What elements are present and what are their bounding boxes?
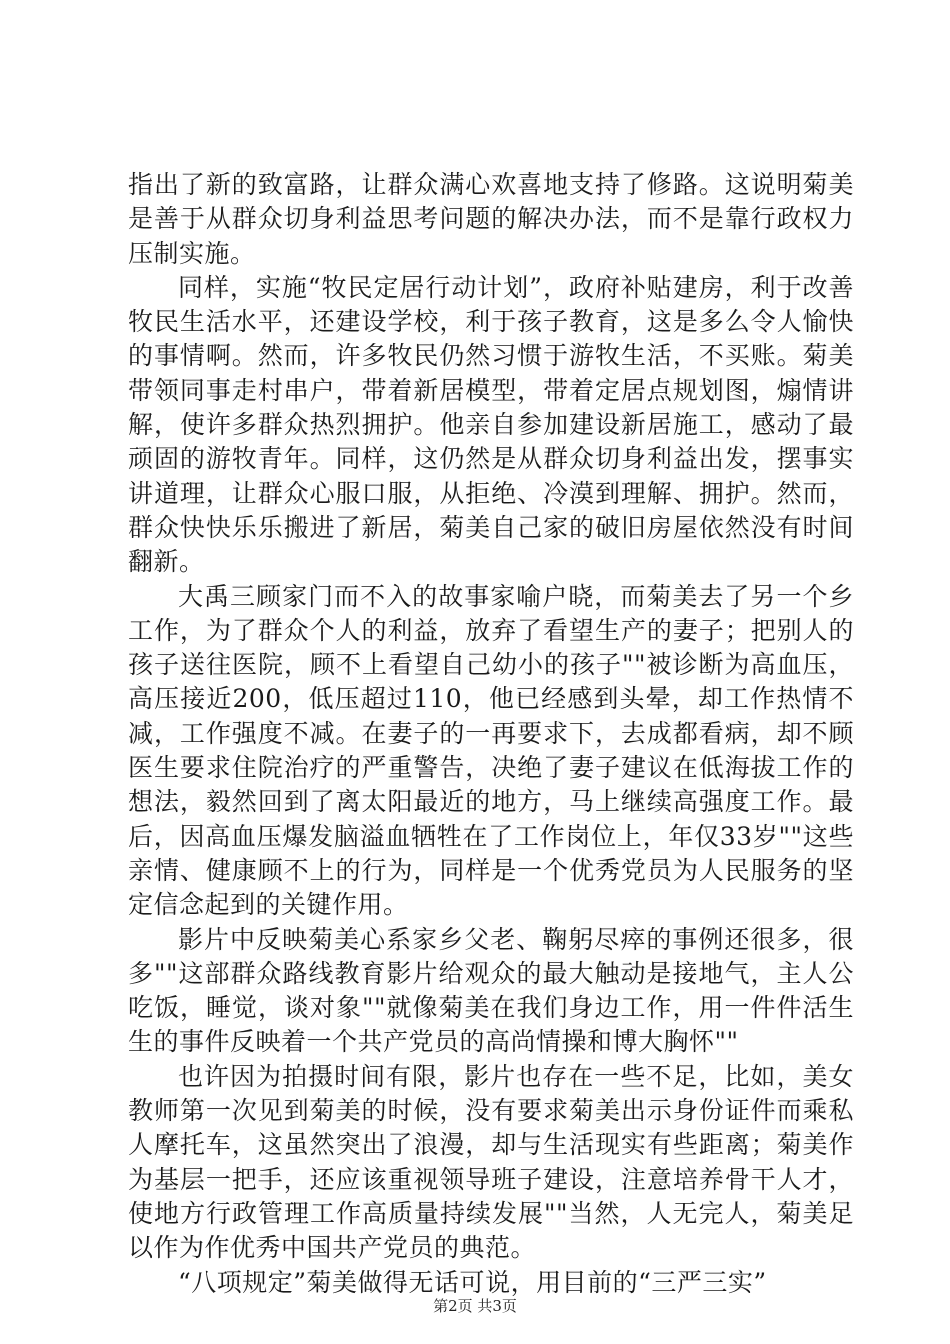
paragraph-5: 也许因为拍摄时间有限，影片也存在一些不足，比如，美女教师第一次见到菊美的时候，没有要求菊美出示身份证件而乘私人摩托车，这虽然突出了浪漫，却与生活现实有些距离；菊美作为基层一把手，还应该重视领导班子建设，注意培养骨干人才，使地方行政管理工作高质量持续发展""当然，人无完人，菊美足以作为作优秀中国共产党员的典范。 <box>128 1061 854 1263</box>
paragraph-6: “八项规定”菊美做得无话可说，用目前的“三严三实” <box>178 1267 767 1297</box>
paragraph-4: 影片中反映菊美心系家乡父老、鞠躬尽瘁的事例还很多，很多""这部群众路线教育影片给观众的最大触动是接地气，主人公吃饭，睡觉，谈对象""就像菊美在我们身边工作，用一件件活生生的事件反映着一个共产党员的高尚情操和博大胸怀"" <box>128 924 854 1057</box>
document-body <box>128 168 854 1300</box>
page-number-footer: 第2页 共3页 <box>433 1297 517 1315</box>
paragraph-2: 同样，实施“牧民定居行动计划”，政府补贴建房，利于改善牧民生活水平，还建设学校，利于孩子教育，这是多么令人愉快的事情啊。然而，许多牧民仍然习惯于游牧生活，不买账。菊美带领同事走村串户，带着新居模型，带着定居点规划图，煽情讲解，使许多群众热烈拥护。他亲自参加建设新居施工，感动了最顽固的游牧青年。同样，这仍然是从群众切身利益出发，摆事实讲道理，让群众心服口服，从拒绝、冷漠到理解、拥护。然而，群众快快乐乐搬进了新居，菊美自己家的破旧房屋依然没有时间翻新。 <box>128 272 854 577</box>
paragraph-1: 指出了新的致富路，让群众满心欢喜地支持了修路。这说明菊美是善于从群众切身利益思考问题的解决办法，而不是靠行政权力压制实施。 <box>128 170 854 268</box>
paragraph-3: 大禹三顾家门而不入的故事家喻户晓，而菊美去了另一个乡工作，为了群众个人的利益，放弃了看望生产的妻子；把别人的孩子送往医院，顾不上看望自己幼小的孩子""被诊断为高血压，高压接近200，低压超过110，他已经感到头晕，却工作热情不减，工作强度不减。在妻子的一再要求下，去成都看病，却不顾医生要求住院治疗的严重警告，决绝了妻子建议在低海拔工作的想法，毅然回到了离太阳最近的地方，马上继续高强度工作。最后，因高血压爆发脑溢血牺牲在了工作岗位上，年仅33岁""这些亲情、健康顾不上的行为，同样是一个优秀党员为人民服务的坚定信念起到的关键作用。 <box>128 581 854 920</box>
